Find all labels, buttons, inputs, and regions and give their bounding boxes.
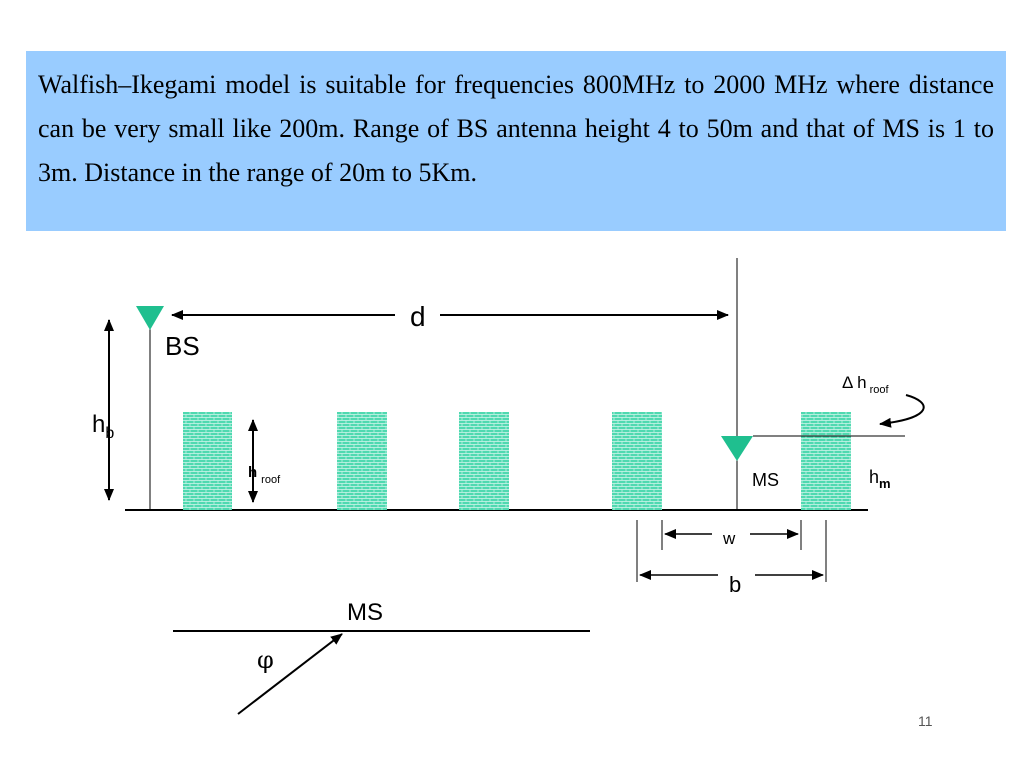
delta-hroof-label: Δ h $_{roof}$ [842,373,889,396]
w-label: w [723,529,736,548]
building [337,412,387,510]
bs-label: BS [165,331,200,361]
building [459,412,509,510]
building [612,412,662,510]
hb-label: $h_b$ [92,411,115,442]
ms-label: MS [752,470,779,490]
description-text: Walfish–Ikegami model is suitable for frequencies 800MHz to 2000 MHz where distance can be very small like 200m. Range of BS antenna height 4 to 50m and that of MS is 1 to 3m. Distance in the range of 20m to 5Km. [38,70,994,187]
page-number: 11 [918,713,933,729]
hm-label: $h_m$ [869,467,891,491]
d-label: d [410,301,426,332]
building [183,412,232,510]
ms-bottom-label: MS [347,599,383,626]
phi-label: φ [257,646,274,674]
hroof-label: h $_{roof}$ [248,464,281,486]
b-label: b [729,572,742,597]
building [801,412,851,510]
